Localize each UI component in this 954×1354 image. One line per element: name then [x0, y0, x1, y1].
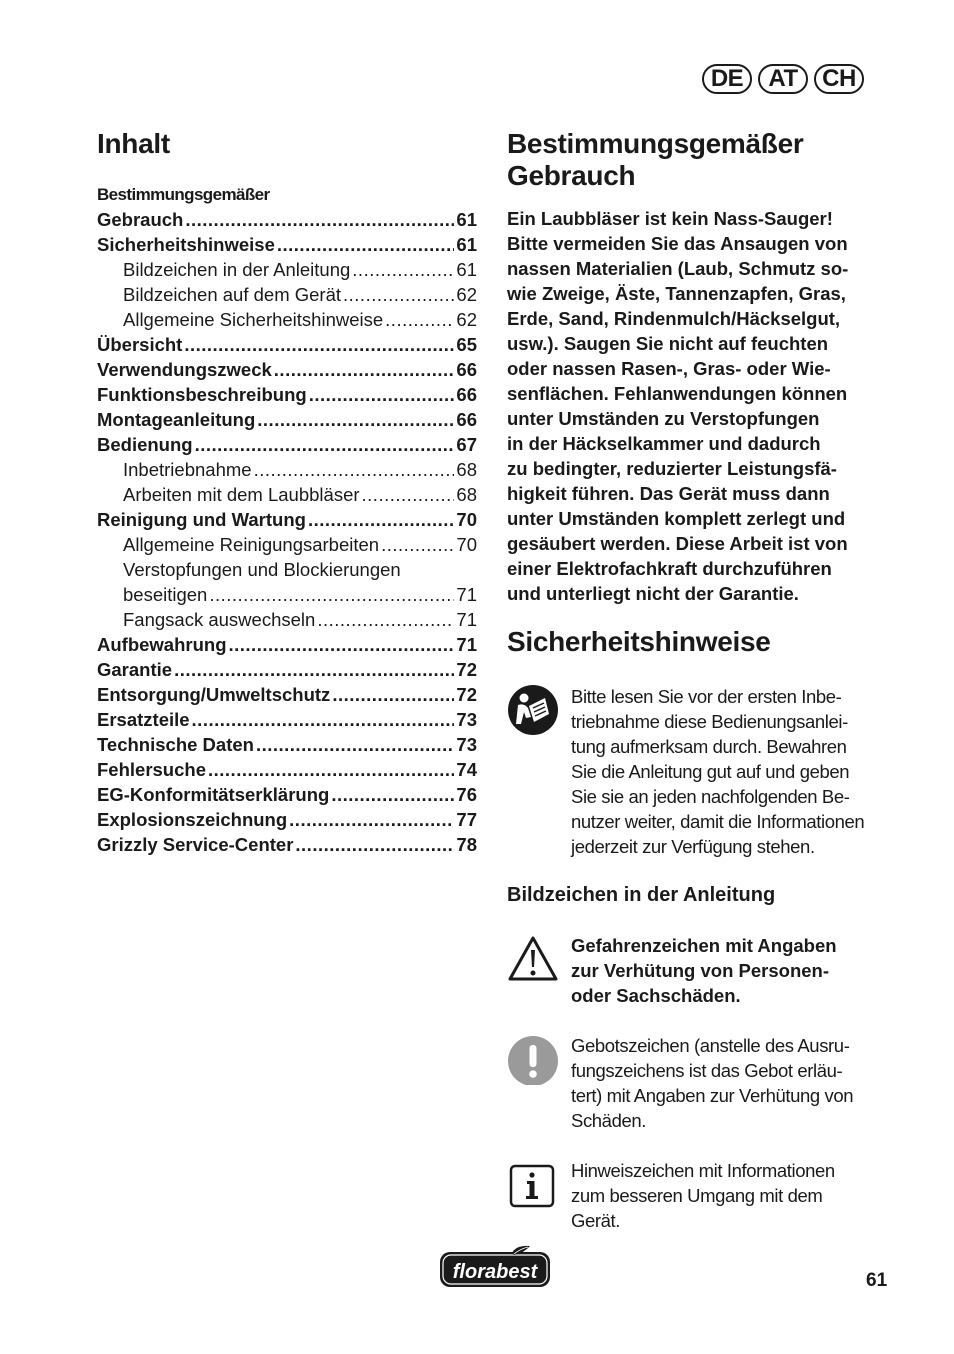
- toc-entry-page: 72: [456, 684, 477, 705]
- warning-triangle-icon: [507, 933, 559, 990]
- mandatory-line: tert) mit Angaben zur Verhütung von: [571, 1085, 854, 1106]
- toc-entry-label: Sicherheitshinweise: [97, 234, 275, 255]
- toc-entry-label: Explosionszeichnung: [97, 809, 288, 830]
- toc-entry: [97, 832, 477, 857]
- toc-entry-label: Gebrauch: [97, 209, 184, 230]
- toc-entry-page: 61: [456, 259, 477, 280]
- info-text: [571, 1158, 835, 1233]
- toc-entry: [97, 482, 477, 507]
- read-manual-line: tung aufmerksam durch. Bewahren: [571, 736, 847, 757]
- toc-entry: [97, 757, 477, 782]
- toc-entry: [97, 782, 477, 807]
- toc-entry-leader: [309, 382, 455, 407]
- intended-use-line: oder nassen Rasen-, Gras- oder Wie-: [507, 358, 831, 379]
- toc-entry: [97, 732, 477, 757]
- toc-entry: [97, 207, 477, 232]
- toc-entry-leader: [331, 782, 454, 807]
- toc-entry-page: 71: [456, 634, 477, 655]
- toc-entry-leader: [229, 632, 455, 657]
- intended-use-line: in der Häckselkammer und dadurch: [507, 433, 821, 454]
- toc-entry-label: Fangsack auswechseln: [123, 609, 316, 630]
- toc-entry-leader: [362, 482, 455, 507]
- warning-text: [571, 933, 837, 1008]
- toc-entry-leader: [289, 807, 454, 832]
- read-manual-line: nutzer weiter, damit die Informationen: [571, 811, 865, 832]
- toc-entry-label: Verwendungszweck: [97, 359, 272, 380]
- badge-ch: CH: [814, 64, 864, 94]
- toc-entry-page: 65: [456, 334, 477, 355]
- toc-entry-label: Montageanleitung: [97, 409, 256, 430]
- toc-heading: Bestimmungsgemäßer: [97, 185, 270, 204]
- intended-use-line: zu bedingter, reduzierter Leistungsfä-: [507, 458, 837, 479]
- toc-entry-page: 76: [456, 784, 477, 805]
- read-manual-text: [571, 684, 864, 859]
- toc-entry-page: 67: [456, 434, 477, 455]
- toc-entry: [97, 257, 477, 282]
- mandatory-block: [507, 1033, 891, 1133]
- toc-column: [97, 128, 477, 857]
- toc-entry: [97, 357, 477, 382]
- toc-entry-page: 72: [456, 659, 477, 680]
- toc-entry-page: 73: [456, 734, 477, 755]
- intended-use-text: [507, 206, 891, 606]
- toc-entry: [97, 607, 477, 632]
- toc-entry: [97, 532, 477, 557]
- toc-entry-label: Inbetriebnahme: [123, 459, 252, 480]
- toc-entry: [97, 282, 477, 307]
- toc-entry-label: EG-Konformitätserklärung: [97, 784, 330, 805]
- toc-entry-leader: [317, 607, 454, 632]
- toc-entry-leader: [332, 682, 454, 707]
- read-manual-line: triebnahme diese Bedienungsanlei-: [571, 711, 848, 732]
- language-badges: [702, 64, 864, 94]
- toc-entry-page: 70: [456, 534, 477, 555]
- toc-entry: [97, 307, 477, 332]
- mandatory-text: [571, 1033, 853, 1133]
- toc-entry-label: Allgemeine Reinigungsarbeiten: [123, 534, 380, 555]
- toc-entry: [97, 657, 477, 682]
- toc-entry-page: 78: [456, 834, 477, 855]
- intended-use-title-line1: Bestimmungsgemäßer: [507, 128, 804, 159]
- toc-entry: [97, 432, 477, 457]
- toc-entry-page: 71: [456, 609, 477, 630]
- toc-entry-leader: [195, 432, 455, 457]
- toc-entry-label: Grizzly Service-Center: [97, 834, 294, 855]
- warning-line: oder Sachschäden.: [571, 985, 741, 1006]
- toc-entry: [97, 232, 477, 257]
- intended-use-line: nassen Materialien (Laub, Schmutz so-: [507, 258, 849, 279]
- intended-use-line: Bitte vermeiden Sie das Ansaugen von: [507, 233, 848, 254]
- toc-entry-page: 68: [456, 484, 477, 505]
- toc-entry-page: 66: [456, 384, 477, 405]
- toc-entry-label: Funktionsbeschreibung: [97, 384, 307, 405]
- mandatory-line: Gebotszeichen (anstelle des Ausru-: [571, 1035, 850, 1056]
- toc-entry-label: Bildzeichen auf dem Gerät: [123, 284, 342, 305]
- toc-entry-leader: [274, 357, 455, 382]
- toc-entry-label: Technische Daten: [97, 734, 254, 755]
- intended-use-line: unter Umständen komplett zerlegt und: [507, 508, 846, 529]
- toc-entry-page: 71: [456, 584, 477, 605]
- toc-entry-leader: [381, 532, 454, 557]
- toc-entry-page: 66: [456, 359, 477, 380]
- table-of-contents: [97, 182, 477, 857]
- toc-entry-leader: [257, 407, 454, 432]
- toc-entry-leader: [256, 732, 454, 757]
- badge-de: DE: [702, 64, 752, 94]
- toc-entry: [97, 632, 477, 657]
- toc-entry: [97, 382, 477, 407]
- toc-entry-page: 62: [456, 284, 477, 305]
- content-column: [507, 128, 891, 1233]
- toc-entry-label: Allgemeine Sicherheitshinweise: [123, 309, 384, 330]
- toc-entry-leader: [254, 457, 455, 482]
- toc-entry-leader: [174, 657, 454, 682]
- toc-entry-leader: [277, 232, 455, 257]
- toc-entry-page: 61: [456, 209, 477, 230]
- intended-use-line: unter Umständen zu Verstopfungen: [507, 408, 820, 429]
- toc-entry: [97, 682, 477, 707]
- safety-title: Sicherheitshinweise: [507, 626, 771, 657]
- intended-use-line: higkeit führen. Das Gerät muss dann: [507, 483, 830, 504]
- read-manual-line: Bitte lesen Sie vor der ersten Inbe-: [571, 686, 842, 707]
- toc-entry: [97, 807, 477, 832]
- toc-wrap-line: Verstopfungen und Blockierungen: [123, 559, 401, 580]
- page-number: 61: [866, 1270, 888, 1291]
- info-line: Gerät.: [571, 1210, 621, 1231]
- warning-block: [507, 933, 891, 1008]
- toc-entry-page: 66: [456, 409, 477, 430]
- florabest-logo: [438, 1244, 552, 1290]
- toc-rows: [97, 207, 477, 557]
- intended-use-title: [507, 128, 891, 192]
- toc-title: Inhalt: [97, 128, 170, 159]
- read-manual-line: Sie die Anleitung gut auf und geben: [571, 761, 850, 782]
- toc-entry-label: Übersicht: [97, 334, 183, 355]
- toc-entry-page: 62: [456, 309, 477, 330]
- intended-use-line: gesäubert werden. Diese Arbeit ist von: [507, 533, 848, 554]
- toc-entry-label: Garantie: [97, 659, 173, 680]
- intended-use-line: und unterliegt nicht der Garantie.: [507, 583, 799, 604]
- mandatory-exclamation-icon: [507, 1033, 559, 1090]
- toc-entry-page: 61: [456, 234, 477, 255]
- toc-entry-leader: [185, 207, 454, 232]
- toc-entry: [97, 407, 477, 432]
- toc-entry: [97, 457, 477, 482]
- toc-entry-leader: [385, 307, 454, 332]
- intended-use-line: Ein Laubbläser ist kein Nass-Sauger!: [507, 208, 833, 229]
- info-line: zum besseren Umgang mit dem: [571, 1185, 823, 1206]
- toc-entry-leader: [192, 707, 455, 732]
- toc-entry-label: Arbeiten mit dem Laubbläser: [123, 484, 360, 505]
- read-manual-icon: [507, 684, 559, 741]
- icons-heading: Bildzeichen in der Anleitung: [507, 884, 776, 906]
- toc-entry-leader: [352, 257, 454, 282]
- toc-entry-leader: [295, 832, 454, 857]
- toc-entry-leader: [343, 282, 454, 307]
- toc-entry-label: Bildzeichen in der Anleitung: [123, 259, 351, 280]
- toc-entry-leader: [209, 582, 454, 607]
- toc-entry-leader: [208, 757, 454, 782]
- warning-line: Gefahrenzeichen mit Angaben: [571, 935, 837, 956]
- toc-entry: [97, 332, 477, 357]
- toc-entry-leader: [308, 507, 454, 532]
- warning-line: zur Verhütung von Personen-: [571, 960, 829, 981]
- toc-entry-label: Entsorgung/Umweltschutz: [97, 684, 331, 705]
- mandatory-line: Schäden.: [571, 1110, 646, 1131]
- toc-entry-page: 68: [456, 459, 477, 480]
- toc-entry-leader: [184, 332, 454, 357]
- intended-use-line: senflächen. Fehlanwendungen können: [507, 383, 848, 404]
- toc-entry-label: Reinigung und Wartung: [97, 509, 306, 530]
- read-manual-line: Sie sie an jeden nachfolgenden Be-: [571, 786, 850, 807]
- intended-use-title-line2: Gebrauch: [507, 160, 636, 191]
- toc-entry: [97, 707, 477, 732]
- intended-use-line: Erde, Sand, Rindenmulch/Häckselgut,: [507, 308, 841, 329]
- toc-entry-page: 77: [456, 809, 477, 830]
- toc-entry-page: 74: [456, 759, 477, 780]
- toc-entry-label: beseitigen: [123, 584, 208, 605]
- toc-entry-label: Ersatzteile: [97, 709, 190, 730]
- badge-at: AT: [758, 64, 808, 94]
- toc-entry-page: 70: [456, 509, 477, 530]
- intended-use-line: usw.). Saugen Sie nicht auf feuchten: [507, 333, 829, 354]
- toc-entry: [97, 582, 477, 607]
- intended-use-line: wie Zweige, Äste, Tannenzapfen, Gras,: [507, 283, 846, 304]
- toc-entry-label: Bedienung: [97, 434, 193, 455]
- toc-entry-page: 73: [456, 709, 477, 730]
- read-manual-block: [507, 684, 891, 859]
- info-icon: [507, 1158, 559, 1215]
- info-line: Hinweiszeichen mit Informationen: [571, 1160, 835, 1181]
- toc-entry-label: Fehlersuche: [97, 759, 206, 780]
- mandatory-line: fungszeichens ist das Gebot erläu-: [571, 1060, 843, 1081]
- read-manual-line: jederzeit zur Verfügung stehen.: [571, 836, 815, 857]
- intended-use-line: einer Elektrofachkraft durchzuführen: [507, 558, 832, 579]
- info-block: [507, 1158, 891, 1233]
- logo-text: florabest: [452, 1261, 538, 1283]
- toc-rows-continued: [97, 582, 477, 857]
- toc-entry-label: Aufbewahrung: [97, 634, 227, 655]
- toc-entry: [97, 507, 477, 532]
